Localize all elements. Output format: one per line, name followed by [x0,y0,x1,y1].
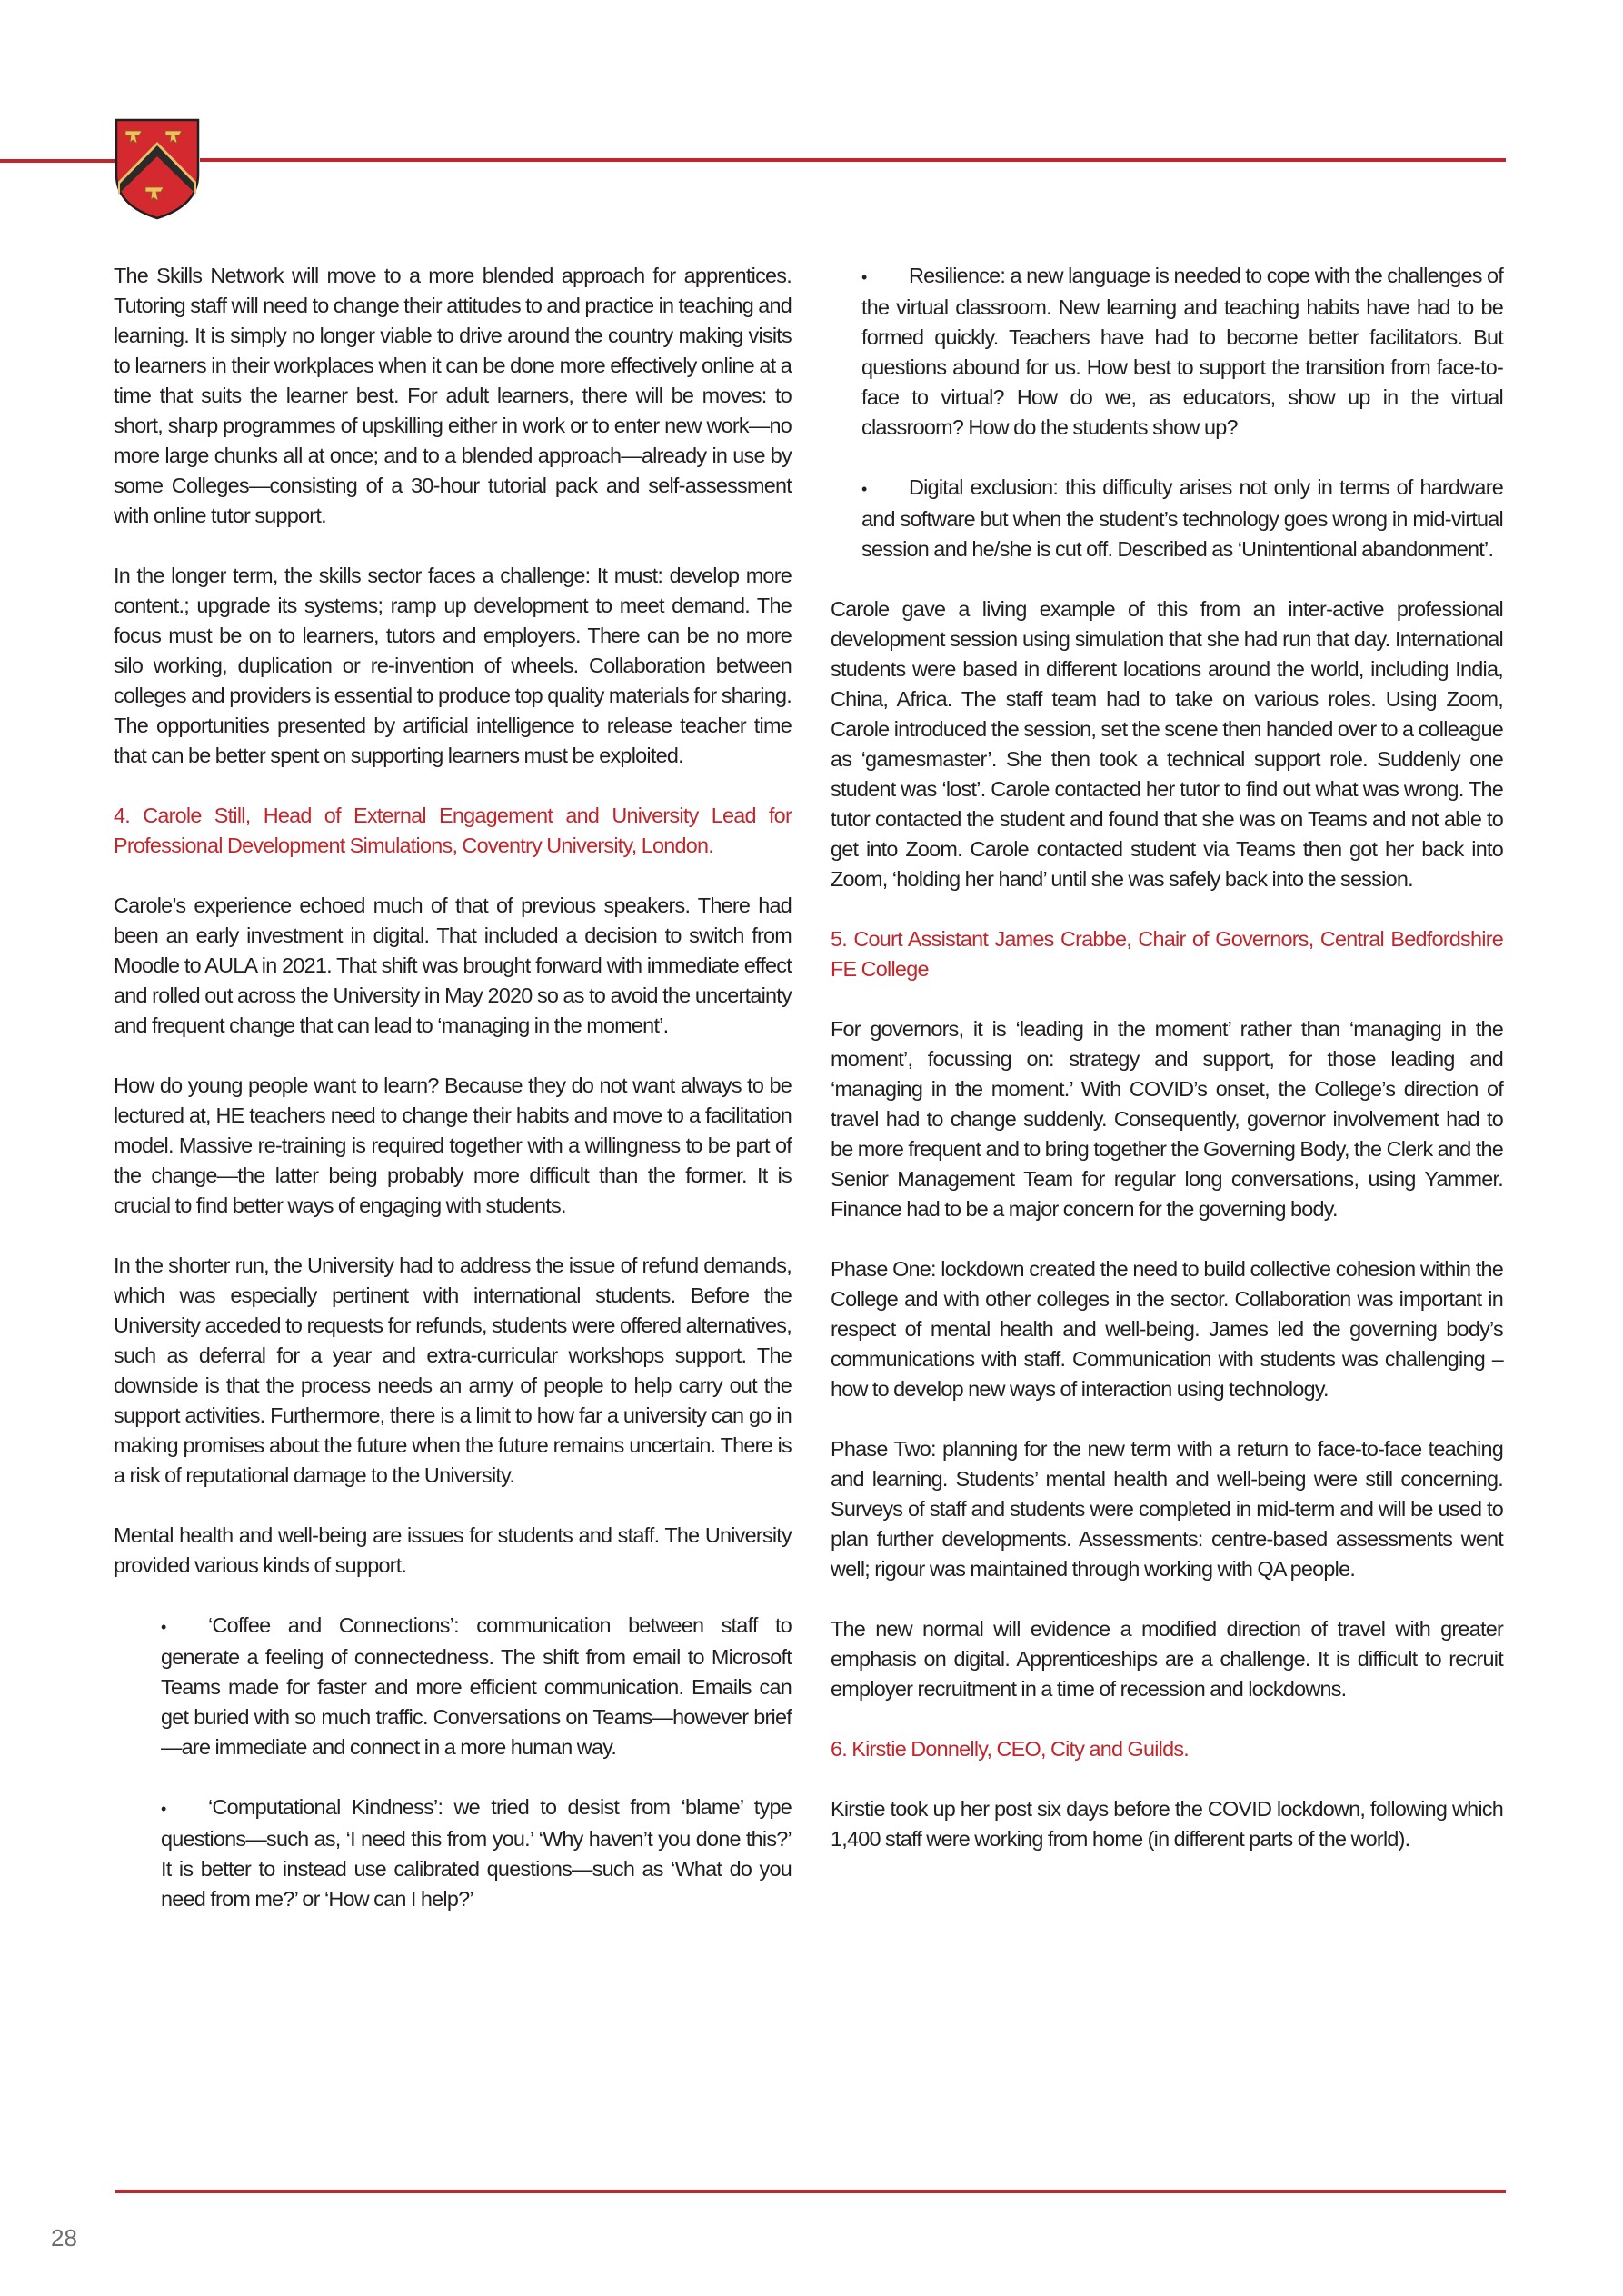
header-rule-left [0,159,115,163]
bullet-icon: • [861,268,867,286]
section-heading-4: 4. Carole Still, Head of External Engagement and University Lead for Professional Development Simulations, Coventry University, London. [114,804,792,857]
bullet-item [114,1611,792,1762]
bullet-icon: • [161,1800,166,1818]
paragraph-shorter-run: In the shorter run, the University had to address the issue of refund demands, which was especially pertinent with international students. Before the University acceded to requests for refunds, students were offered alternatives, such as deferral for a year and extra-curricular workshops support. The downside is that the process needs an army of people to help carry out the support activities. Furthermore, there is a limit to how far a university can go in making promises about the future when the future remains uncertain. There is a risk of reputational damage to the University. [114,1253,792,1487]
header-rule-right [200,158,1506,162]
paragraph-skills-network: The Skills Network will move to a more blended approach for apprentices. Tutoring staff will need to change their attitudes to and practice in teaching and learning. It is simply no longer viable to drive around the country making visits to learners in their workplaces when it can be done more effectively online at a time that suits the learner best. For adult learners, there will be moves: to short, sharp programmes of upskilling either in work or to enter new work—no more large chunks all at once; and to a blended approach—already in use by some Colleges—consisting of a 30-hour tutorial pack and self-assessment with online tutor support. [114,264,792,527]
bullet-text: Digital exclusion: this difficulty arises not only in terms of hardware and software but when the student’s technology goes wrong in mid-virtual session and he/she is cut off. Described as ‘Unintentional abandonment’. [861,475,1503,561]
bullet-item [831,261,1503,443]
section-heading-5: 5. Court Assistant James Crabbe, Chair of Governors, Central Bedfordshire FE College [831,927,1503,981]
paragraph-new-normal: The new normal will evidence a modified direction of travel with greater emphasis on digital. Apprenticeships are a challenge. It is difficult to recruit employer recruitment in a time of recession and lockdowns. [831,1617,1503,1701]
paragraph-living-example: Carole gave a living example of this from an inter-active professional development session using simulation that she had run that day. International students were based in different locations around the world, including India, China, Africa. The staff team had to take on various roles. Using Zoom, Carole introduced the session, set the scene then handed over to a colleague as ‘gamesmaster’. She then took a technical support role. Suddenly one student was ‘lost’. Carole contacted her tutor to find out what was wrong. The tutor contacted the student and found that she was on Teams and not able to get into Zoom. Carole contacted student via Teams then got her back into Zoom, ‘holding her hand’ until she was safely back into the session. [831,597,1503,891]
paragraph-longer-term: In the longer term, the skills sector faces a challenge: It must: develop more content.; upgrade its systems; ramp up development to meet demand. The focus must be on to learners, tutors and employers. There can be no more silo working, duplication or re-invention of wheels. Collaboration between colleges and providers is essential to produce top quality materials for sharing. The opportunities presented by artificial intelligence to release teacher time that can be better spent on supporting learners must be exploited. [114,564,792,767]
paragraph-kirstie: Kirstie took up her post six days before the COVID lockdown, following which 1,400 staff were working from home (in different parts of the world). [831,1797,1503,1851]
paragraph-phase-one: Phase One: lockdown created the need to build collective cohesion within the College and with other colleges in the sector. Collaboration was important in respect of mental health and well-being. James led the governing body’s communications with staff. Communication with students was challenging – how to develop new ways of interaction using technology. [831,1257,1503,1401]
bullet-item [831,473,1503,564]
page-number: 28 [51,2224,77,2251]
footer-rule [115,2190,1506,2193]
bullet-icon: • [861,480,867,498]
bullet-icon: • [161,1618,166,1636]
paragraph-phase-two: Phase Two: planning for the new term with a return to face-to-face teaching and learning. Students’ mental health and well-being were still concerning. Surveys of staff and students were completed in mid-term and will be used to plan further developments. Assessments: centre-based assessments went well; rigour was maintained through working with QA people. [831,1437,1503,1581]
left-column [114,261,792,1914]
college-crest-shield-icon [115,118,200,220]
paragraph-carole-experience: Carole’s experience echoed much of that of previous speakers. There had been an early investment in digital. That included a decision to switch from Moodle to AULA in 2021. That shift was brought forward with immediate effect and rolled out across the University in May 2020 so as to avoid the uncertainty and frequent change that can lead to ‘managing in the moment’. [114,893,792,1037]
paragraph-governors: For governors, it is ‘leading in the moment’ rather than ‘managing in the moment’, focussing on: strategy and support, for those leading and ‘managing in the moment.’ With COVID’s onset, the College’s direction of travel had to change suddenly. Consequently, governor involvement had to be more frequent and to bring together the Governing Body, the Clerk and the Senior Management Team for regular long conversations, using Yammer. Finance had to be a major concern for the governing body. [831,1017,1503,1221]
bullet-text: ‘Coffee and Connections’: communication between staff to generate a feeling of connectedness. The shift from email to Microsoft Teams made for faster and more efficient communication. Emails can get buried with so much traffic. Conversations on Teams—however brief—are immediate and connect in a more human way. [161,1613,792,1759]
section-heading-6: 6. Kirstie Donnelly, CEO, City and Guilds. [831,1737,1190,1761]
bullet-text: Resilience: a new language is needed to cope with the challenges of the virtual classroom. New learning and teaching habits have had to be formed quickly. Teachers have had to become better facilitators. But questions abound for us. How best to support the transition from face-to-face to virtual? How do we, as educators, show up in the virtual classroom? How do the students show up? [861,264,1503,439]
right-column [831,261,1503,1854]
bullet-item [114,1792,792,1914]
paragraph-young-people: How do young people want to learn? Because they do not want always to be lectured at, HE teachers need to change their habits and move to a facilitation model. Massive re-training is required together with a willingness to be part of the change—the latter being probably more difficult than the former. It is crucial to find better ways of engaging with students. [114,1073,792,1217]
bullet-text: ‘Computational Kindness’: we tried to desist from ‘blame’ type questions—such as, ‘I need this from you.’ ‘Why haven’t you done this?’ It is better to instead use calibrated questions—such as ‘What do you need from me?’ or ‘How can I help?’ [161,1795,792,1911]
paragraph-mental-health: Mental health and well-being are issues for students and staff. The University provided various kinds of support. [114,1523,792,1577]
